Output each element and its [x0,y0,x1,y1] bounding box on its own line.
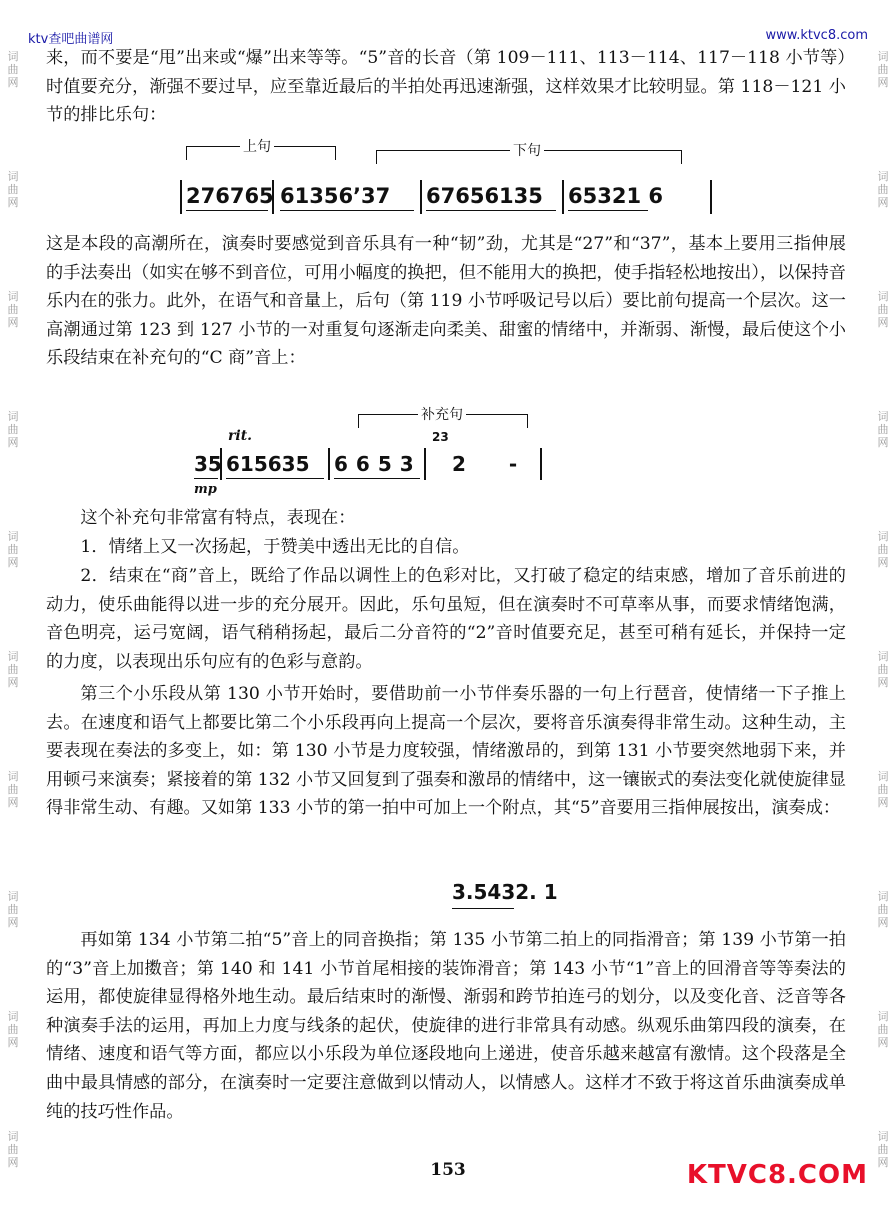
site-watermark-url: www.ktvc8.com [765,28,868,43]
beam-underline [280,210,414,211]
barline [424,448,426,480]
bracket-end [335,146,336,160]
beam-underline [186,210,268,211]
bracket-end [681,150,682,164]
paragraph-2: 这是本段的高潮所在，演奏时要感觉到音乐具有一种“韧”劲，尤其是“27”和“37”，基本上要用三指伸展的手法奏出（如实在够不到音位，可用小幅度的换把，但不能用大的换把，使手指轻松地按出），以保持音乐内在的张力。此外，在语气和音量上，后句（第 119 小节呼吸记号以后）要比前句提高一个层次。这一高潮通过第 123 到 127 小节的一对重复句逐渐走向柔美、甜蜜的情绪中，并渐弱、渐慢，最后使这个小乐段结束在补充句的“C 商”音上： [46,234,846,369]
bracket-end [186,146,187,160]
barline [540,448,542,480]
barline [328,448,330,480]
beam-underline [226,478,324,479]
page-number: 153 [430,1160,466,1180]
bar-119: 61356’37 [280,184,391,208]
bar-118: 276765 [186,184,274,208]
paragraph-1: 来，而不要是“甩”出来或“爆”出来等等。“5”音的长音（第 109－111、113－114、117－118 小节等）时值要充分，渐强不要过早，应至靠近最后的半拍处再迅速渐强，这样效果才比较明显。第 118－121 小节的排比乐句： [46,48,846,126]
paragraph-6: 第三个小乐段从第 130 小节开始时，要借助前一小节伴奏乐器的一句上行琶音，使情绪一下子推上去。在速度和语气上都要比第二个小乐段再向上提高一个层次，要将音乐演奏得非常生动。这种生动，主要表现在奏法的多变上，如：第 130 小节是力度较强，情绪激昂的，到第 131 小节要突然地弱下来，并用顿弓来演奏；紧接着的第 132 小节又回复到了强奏和激昂的情绪中，这一镶嵌式的奏法变化就使旋律显得非常生动、有趣。又如第 133 小节的第一拍中可加上一个附点，其“5”音要用三指伸展按出，演奏成： [46,684,846,819]
beam-underline [334,478,420,479]
supp-bar-1: 35 [194,452,222,476]
bracket-end [527,414,528,428]
barline [710,180,712,214]
upper-phrase-label: 上句 [240,136,274,156]
site-watermark-left: ktv查吧曲谱网 [28,32,114,47]
fingering-mark: 23 [432,430,449,444]
barline [562,180,564,214]
score-supplementary-phrase [190,402,570,498]
bar-133-notes: 3.5432. 1 [452,880,558,904]
beam-underline [452,908,514,909]
beam-underline [194,478,218,479]
score-bar-133 [452,868,582,916]
barline [180,180,182,214]
bar-121: 65321 6 [568,184,663,208]
lower-phrase-label: 下句 [510,140,544,160]
dynamic-mark: mp [194,482,217,497]
supp-bar-2: 615635 [226,452,310,476]
supp-bar-4: 2 - [452,452,536,476]
bracket-end [376,150,377,164]
supplementary-label: 补充句 [418,404,466,424]
barline [220,448,222,480]
beam-underline [426,210,556,211]
right-watermark-column: 词 曲 网 词 曲 网 词 曲 网 词 曲 网 词 曲 网 词 曲 网 词 曲 网 词 曲 网 词 曲 网 词 曲 网 [877,50,889,1169]
supp-bar-3: 6653 [334,452,422,476]
paragraph-5: 2．结束在“商”音上，既给了作品以调性上的色彩对比，又打破了稳定的结束感，增加了音乐前进的动力，使乐曲能得以进一步的充分展开。因此，乐句虽短，但在演奏时不可草率从事，而要求情绪饱满，音色明亮，运弓宽阔，语气稍稍扬起，最后二分音符的“2”音时值要充足，甚至可稍有延长，并保持一定的力度，以表现出乐句应有的色彩与意韵。 [46,566,846,672]
left-watermark-column: 词 曲 网 词 曲 网 词 曲 网 词 曲 网 词 曲 网 词 曲 网 词 曲 网 词 曲 网 词 曲 网 词 曲 网 [7,50,19,1169]
ritardando-mark: rit. [228,428,253,444]
site-logo: KTVC8.COM [686,1160,868,1190]
paragraph-3: 这个补充句非常富有特点，表现在： [80,508,356,528]
paragraph-4: 1．情绪上又一次扬起，于赞美中透出无比的自信。 [80,537,470,557]
score-excerpt-118-121 [180,136,720,220]
beam-underline [568,210,648,211]
barline [272,180,274,214]
barline [420,180,422,214]
paragraph-7: 再如第 134 小节第二拍“5”音上的同音换指；第 135 小节第二拍上的同指滑音；第 139 小节第一拍的“3”音上加擞音；第 140 和 141 小节首尾相接的装饰滑音；第 143 小节“1”音上的回滑音等等奏法的运用，都使旋律显得格外地生动。最后结束时的渐慢、渐弱和跨节拍连弓的划分，以及变化音、泛音等各种演奏手法的运用，再加上力度与线条的起伏，使旋律的进行非常具有动感。纵观乐曲第四段的演奏，在情绪、速度和语气等方面，都应以小乐段为单位逐段地向上递进，使音乐越来越富有激情。这个段落是全曲中最具情感的部分，在演奏时一定要注意做到以情动人，以情感人。这样才不致于将这首乐曲演奏成单纯的技巧性作品。 [46,930,846,1122]
bracket-end [358,414,359,428]
bar-120: 67656135 [426,184,543,208]
